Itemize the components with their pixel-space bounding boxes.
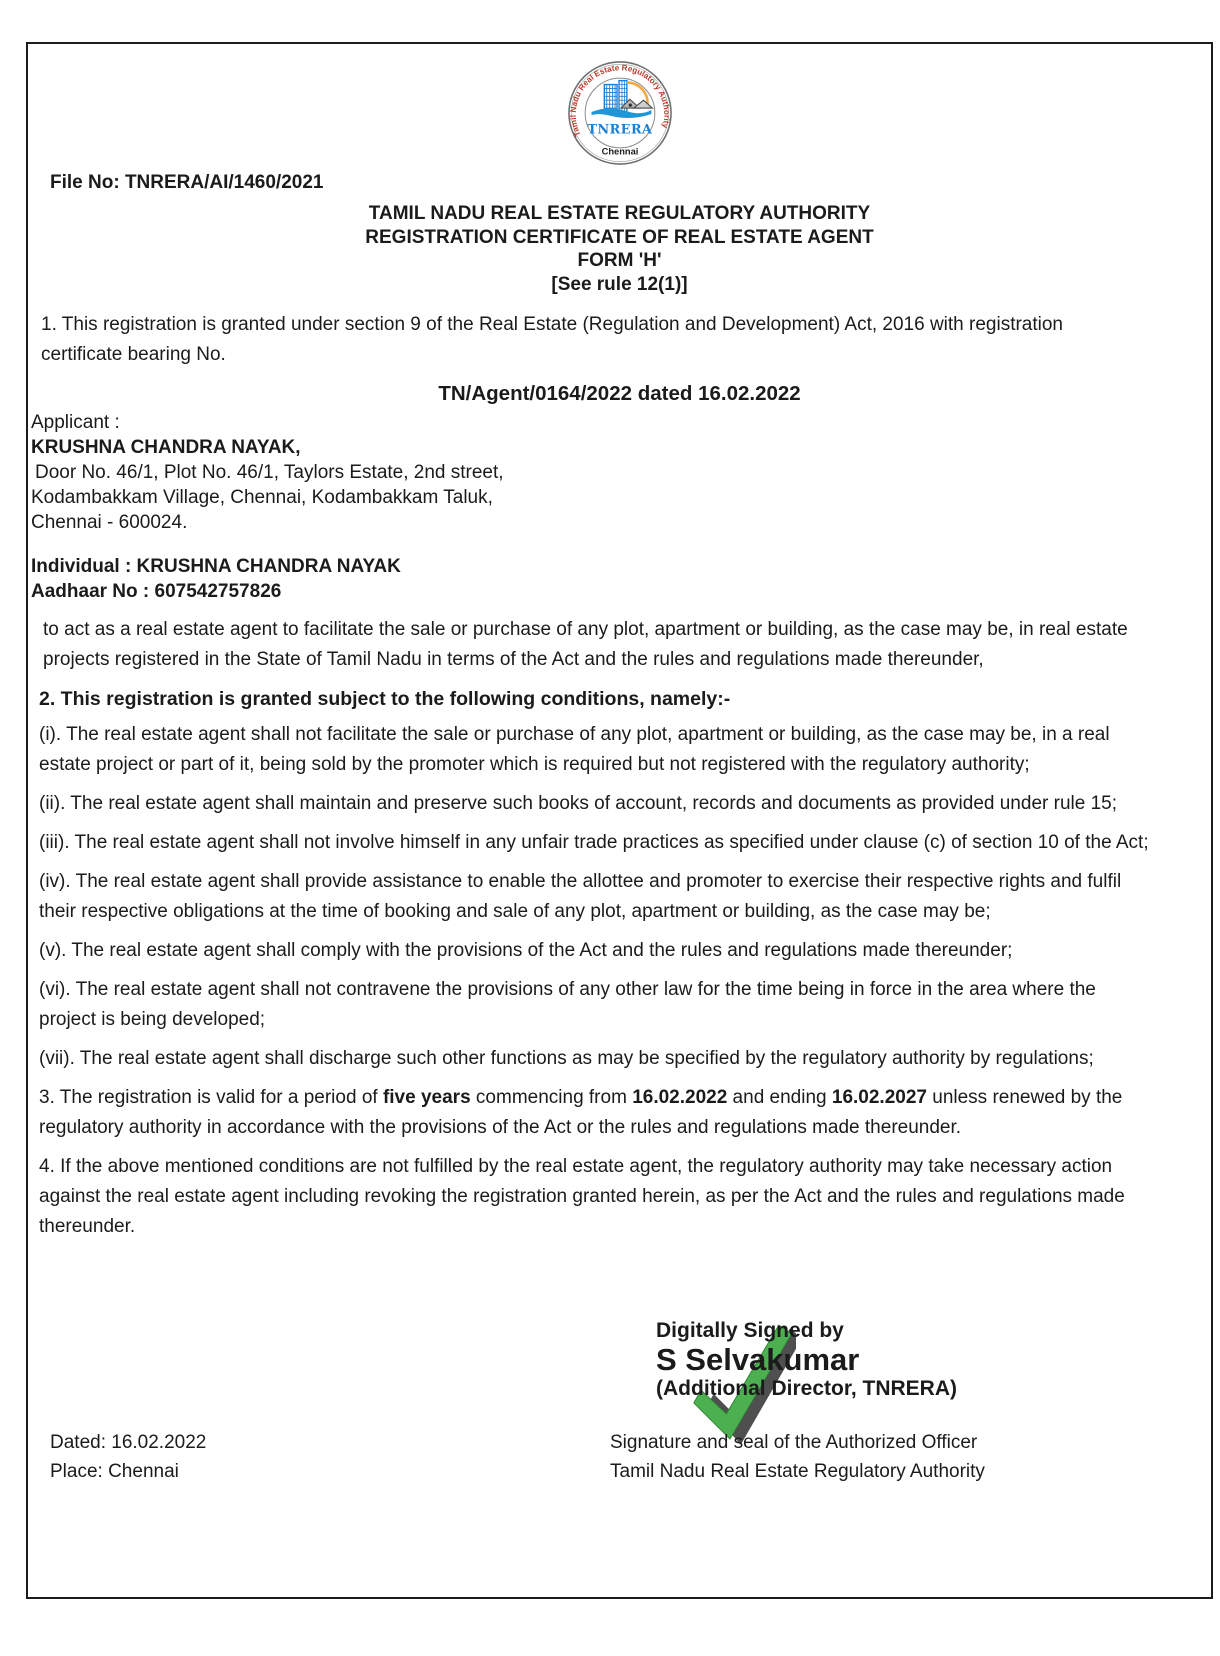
signatory-name: S Selvakumar — [656, 1342, 860, 1377]
dated-line: Dated: 16.02.2022 — [50, 1432, 207, 1453]
authority-title: TAMIL NADU REAL ESTATE REGULATORY AUTHORITY — [368, 203, 871, 224]
condition-item-i: (i). The real estate agent shall not facilitate the sale or purchase of any plot, apartment or building, as the case may be, in a real estate project or part of it, being sold by the promoter which is required but not registered with the regulatory authority; — [39, 724, 1110, 775]
act-scope-paragraph: to act as a real estate agent to facilitate the sale or purchase of any plot, apartment or building, as the case may be, in real estate projects registered in the State of Tamil Nadu in terms of the Act and the rules and regulations made thereunder, — [43, 619, 1128, 670]
digitally-signed-label: Digitally Signed by — [656, 1319, 844, 1342]
conditions-heading: 2. This registration is granted subject to the following conditions, namely:- — [39, 688, 731, 710]
identity-block — [28, 554, 1211, 604]
signature-seal-caption: Signature and seal of the Authorized Officer — [610, 1432, 978, 1453]
validity-text-1: 3. The registration is valid for a period of — [39, 1087, 383, 1108]
digital-signature-block — [656, 1320, 957, 1399]
form-title: FORM 'H' — [577, 250, 662, 271]
validity-end-date: 16.02.2027 — [831, 1087, 927, 1108]
validity-paragraph — [28, 1083, 1211, 1143]
applicant-address-line2: Kodambakkam Village, Chennai, Kodambakkam Taluk, — [31, 487, 493, 508]
tnrera-seal-logo — [567, 60, 673, 166]
condition-item-v: (v). The real estate agent shall comply with the provisions of the Act and the rules and regulations made thereunder; — [39, 940, 1013, 961]
footer-left-block — [50, 1428, 206, 1486]
file-number: File No: TNRERA/AI/1460/2021 — [50, 172, 324, 193]
applicant-name: KRUSHNA CHANDRA NAYAK, — [31, 437, 301, 458]
logo-ring-text: Tamil Nadu Real Estate Regulatory Authority — [568, 63, 671, 138]
rule-reference: [See rule 12(1)] — [551, 273, 688, 295]
condition-item-ii: (ii). The real estate agent shall maintain and preserve such books of account, records and documents as provided under rule 15; — [39, 793, 1117, 814]
applicant-address-line3: Chennai - 600024. — [31, 512, 188, 533]
condition-item-vii: (vii). The real estate agent shall discharge such other functions as may be specified by the regulatory authority by regulations; — [39, 1048, 1094, 1069]
applicant-address-line1: Door No. 46/1, Plot No. 46/1, Taylors Estate, 2nd street, — [35, 462, 504, 483]
logo-center-text: TNRERA — [587, 122, 652, 138]
validity-text-4: unless renewed by the regulatory authority in accordance with the provisions of the Act or the rules and regulations made thereunder. — [39, 1087, 1123, 1138]
validity-text-3: and ending — [727, 1087, 832, 1108]
applicant-block — [28, 410, 1211, 535]
validity-period: five years — [382, 1087, 471, 1108]
validity-text-2: commencing from — [470, 1087, 633, 1108]
authority-caption: Tamil Nadu Real Estate Regulatory Authority — [610, 1461, 985, 1482]
individual-line: Individual : KRUSHNA CHANDRA NAYAK — [31, 556, 401, 577]
logo-bottom-text: Chennai — [601, 146, 638, 157]
signatory-designation: (Additional Director, TNRERA) — [656, 1377, 958, 1400]
condition-item-vi: (vi). The real estate agent shall not contravene the provisions of any other law for the time being in force in the area where the project is being developed; — [39, 979, 1096, 1030]
certificate-title: REGISTRATION CERTIFICATE OF REAL ESTATE AGENT — [365, 226, 874, 248]
place-line: Place: Chennai — [50, 1461, 179, 1482]
applicant-label: Applicant : — [31, 412, 120, 433]
validity-start-date: 16.02.2022 — [632, 1087, 728, 1108]
registration-number-line: TN/Agent/0164/2022 dated 16.02.2022 — [438, 382, 801, 405]
title-block — [28, 202, 1211, 296]
logo-row — [28, 44, 1211, 166]
aadhaar-line: Aadhaar No : 607542757826 — [31, 581, 282, 602]
condition-item-iv: (iv). The real estate agent shall provide assistance to enable the allottee and promoter to exercise their respective rights and fulfil their respective obligations at the time of booking and sale of any plot, apartment or building, as the case may be; — [39, 871, 1122, 922]
condition-item-iii: (iii). The real estate agent shall not involve himself in any unfair trade practices as specified under clause (c) of section 10 of the Act; — [39, 832, 1149, 853]
footer-right-block — [610, 1428, 985, 1486]
grant-paragraph: 1. This registration is granted under section 9 of the Real Estate (Regulation and Development) Act, 2016 with registration certificate bearing No. — [41, 314, 1064, 365]
revocation-paragraph: 4. If the above mentioned conditions are not fulfilled by the real estate agent, the regulatory authority may take necessary action against the real estate agent including revoking the registration granted herein, as per the Act and the rules and regulations made thereunder. — [39, 1156, 1125, 1237]
certificate-page — [26, 42, 1213, 1599]
